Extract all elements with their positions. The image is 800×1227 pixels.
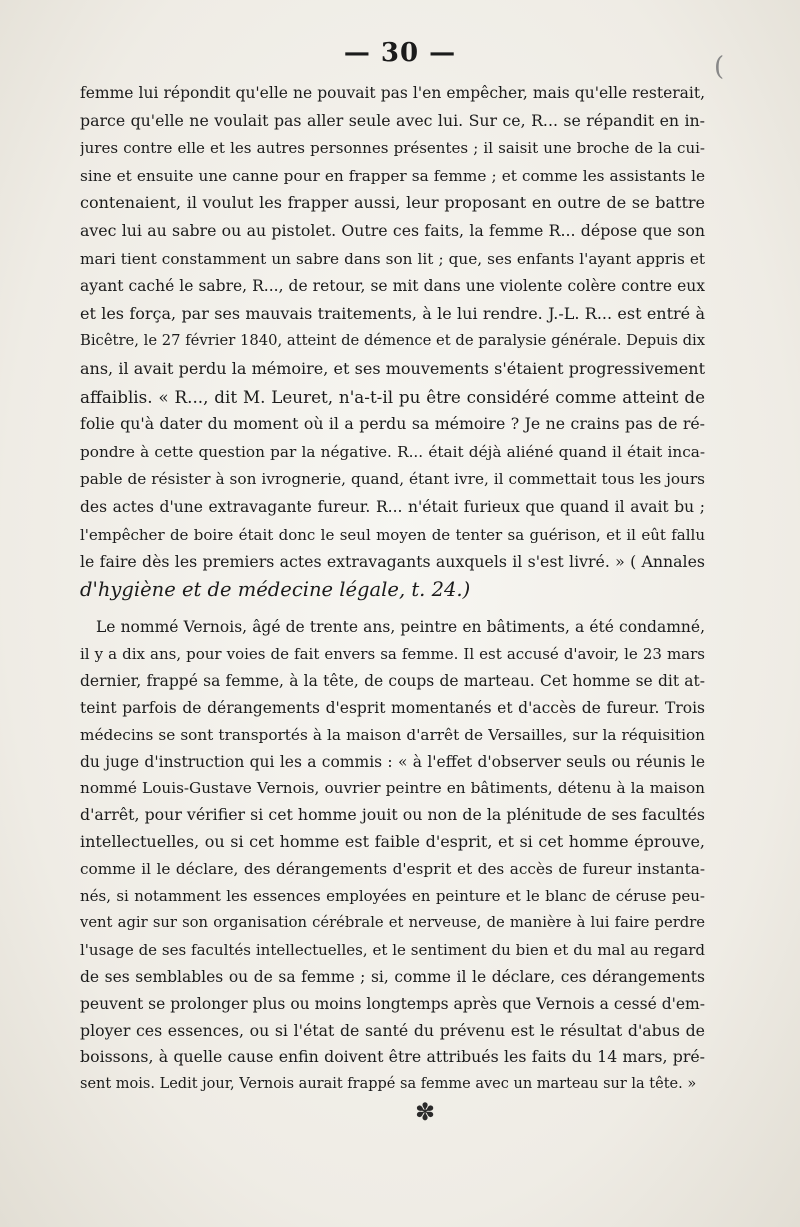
text-line: d'arrêt, pour vérifier si cet homme jouit ou non de la plénitude de ses facultés bbox=[80, 805, 705, 825]
text-line: peuvent se prolonger plus ou moins longtemps après que Vernois a cessé d'em- bbox=[80, 994, 705, 1013]
text-line: nommé Louis-Gustave Vernois, ouvrier peintre en bâtiments, détenu à la maison bbox=[80, 779, 705, 798]
text-line: vent agir sur son organisation cérébrale et nerveuse, de manière à lui faire perdre bbox=[80, 913, 705, 931]
text-line: des actes d'une extravagante fureur. R... n'était furieux que quand il avait bu ; bbox=[80, 498, 705, 516]
text-line: l'empêcher de boire était donc le seul moyen de tenter sa guérison, et il eût fallu bbox=[80, 525, 705, 544]
text-line: Le nommé Vernois, âgé de trente ans, peintre en bâtiments, a été condamné, bbox=[96, 618, 705, 636]
text-line: sent mois. Ledit jour, Vernois aurait frappé sa femme avec un marteau sur la tête. » bbox=[80, 1076, 697, 1093]
text-line: femme lui répondit qu'elle ne pouvait pas l'en empêcher, mais qu'elle resterait, bbox=[80, 84, 705, 102]
page-edge-mark: ( bbox=[714, 52, 725, 82]
text-line: il y a dix ans, pour voies de fait envers sa femme. Il est accusé d'avoir, le 23 mars bbox=[80, 644, 705, 663]
text-line: du juge d'instruction qui les a commis : « à l'effet d'observer seuls ou réunis le bbox=[80, 752, 705, 771]
text-line: boissons, à quelle cause enfin doivent être attribués les faits du 14 mars, pré- bbox=[80, 1047, 705, 1067]
text-line: mari tient constamment un sabre dans son lit ; que, ses enfants l'ayant appris et bbox=[80, 249, 705, 268]
text-line: folie qu'à dater du moment où il a perdu sa mémoire ? Je ne crains pas de ré- bbox=[80, 414, 705, 434]
text-line: le faire dès les premiers actes extravagants auxquels il s'est livré. » ( Annales bbox=[80, 552, 705, 572]
ornament-icon: ✽ bbox=[414, 1098, 436, 1126]
text-line: affaiblis. « R..., dit M. Leuret, n'a-t-il pu être considéré comme atteint de bbox=[80, 386, 705, 407]
text-line: sine et ensuite une canne pour en frapper sa femme ; et comme les assistants le bbox=[80, 166, 705, 185]
page-number: — 30 — bbox=[343, 38, 457, 68]
text-line: jures contre elle et les autres personnes présentes ; il saisit une broche de la cui- bbox=[80, 139, 705, 158]
text-line-citation: d'hygiène et de médecine légale, t. 24.) bbox=[80, 577, 471, 601]
text-line: parce qu'elle ne voulait pas aller seule avec lui. Sur ce, R... se répandit en in- bbox=[80, 110, 705, 130]
text-line: Bicêtre, le 27 février 1840, atteint de démence et de paralysie générale. Depuis dix bbox=[80, 332, 705, 350]
text-line: ayant caché le sabre, R..., de retour, se mit dans une violente colère contre eux bbox=[80, 277, 705, 296]
text-line: ans, il avait perdu la mémoire, et ses mouvements s'étaient progressivement bbox=[80, 359, 705, 378]
text-line: teint parfois de dérangements d'esprit momentanés et d'accès de fureur. Trois bbox=[80, 698, 705, 717]
text-line: nés, si notamment les essences employées en peinture et le blanc de céruse peu- bbox=[80, 887, 705, 905]
text-line: l'usage de ses facultés intellectuelles, et le sentiment du bien et du mal au regard bbox=[80, 940, 705, 959]
text-line: de ses semblables ou de sa femme ; si, comme il le déclare, ces dérangements bbox=[80, 967, 705, 986]
text-line: contenaient, il voulut les frapper aussi, leur proposant en outre de se battre bbox=[80, 193, 705, 213]
text-line: dernier, frappé sa femme, à la tête, de coups de marteau. Cet homme se dit at- bbox=[80, 671, 705, 690]
text-line: avec lui au sabre ou au pistolet. Outre ces faits, la femme R... dépose que son bbox=[80, 221, 705, 240]
text-line: pable de résister à son ivrognerie, quand, étant ivre, il commettait tous les jours bbox=[80, 470, 705, 489]
text-line: ployer ces essences, ou si l'état de santé du prévenu est le résultat d'abus de bbox=[80, 1020, 705, 1040]
text-line: intellectuelles, ou si cet homme est faible d'esprit, et si cet homme éprouve, bbox=[80, 832, 705, 852]
text-line: comme il le déclare, des dérangements d'esprit et des accès de fureur instanta- bbox=[80, 860, 705, 879]
text-line: médecins se sont transportés à la maison d'arrêt de Versailles, sur la réquisition bbox=[80, 725, 705, 744]
text-line: et les força, par ses mauvais traitements, à le lui rendre. J.-L. R... est entré à bbox=[80, 303, 705, 323]
text-line: pondre à cette question par la négative. R... était déjà aliéné quand il était inca- bbox=[80, 442, 705, 461]
